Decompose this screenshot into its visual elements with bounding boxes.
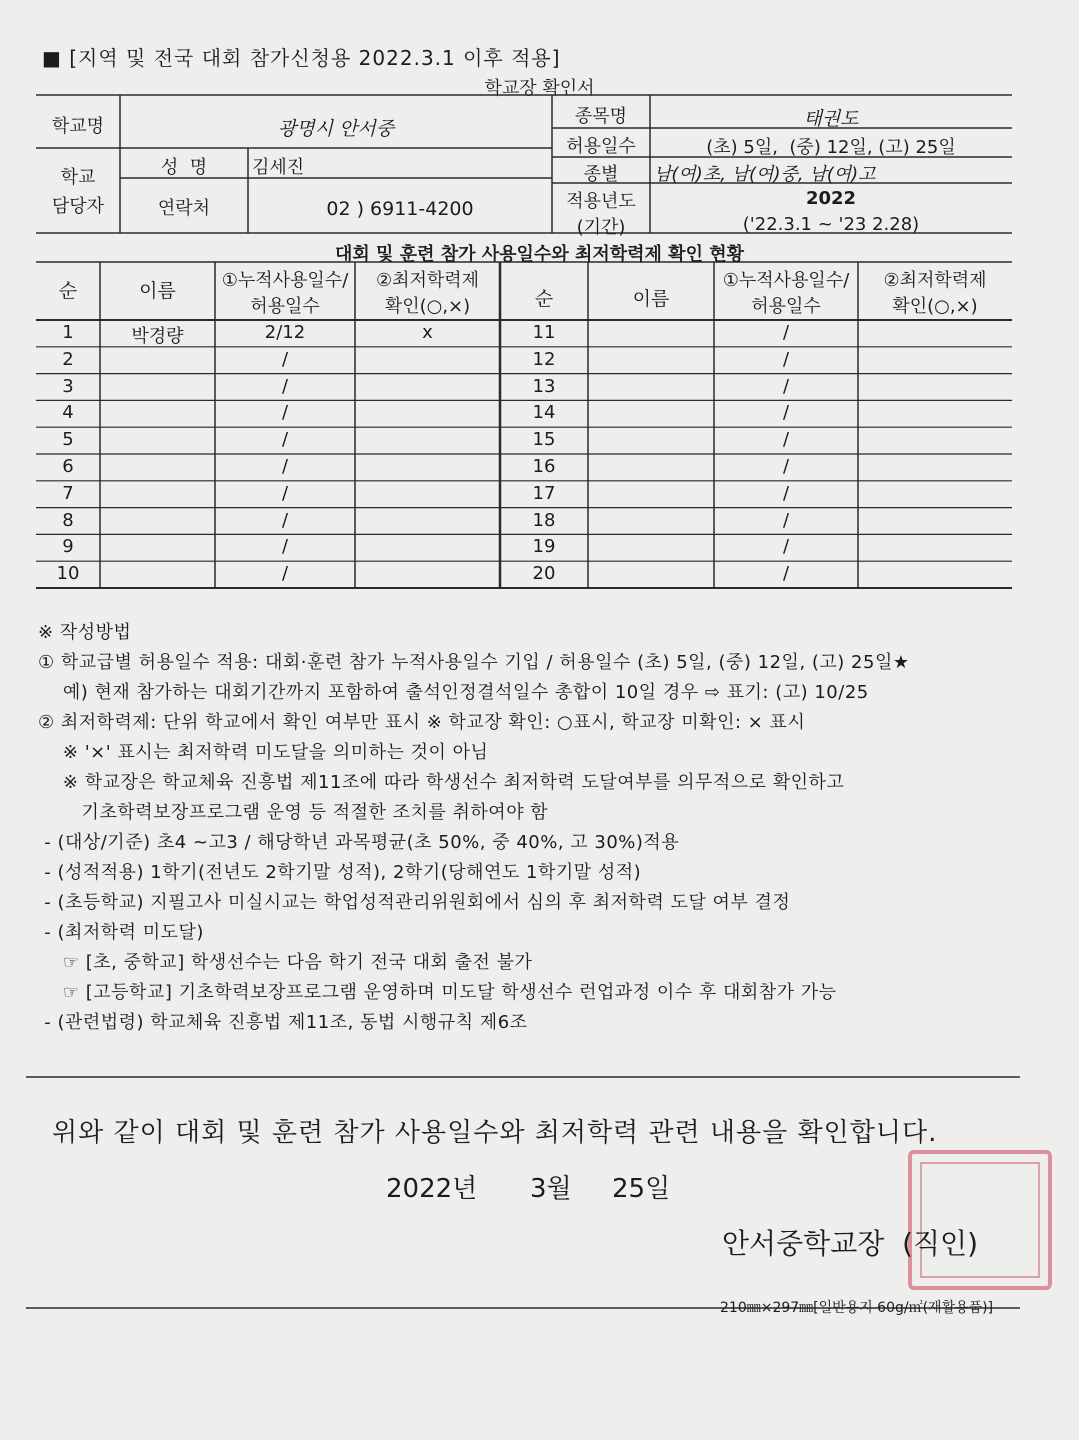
table-cell-days: / [782,482,790,504]
col-days-left-2: 허용일수 [250,296,320,317]
table-cell-days: / [281,348,289,370]
table-cell-no: 11 [532,322,556,343]
school-value: 광명시 안서중 [277,118,395,140]
date-month: 3월 [530,1174,572,1204]
table-cell-no: 10 [56,563,80,585]
table-cell-name: 박경량 [131,326,184,347]
table-cell-no: 1 [62,322,74,343]
table-cell-no: 18 [532,509,556,531]
period-value: ('22.3.1 ~ '23 2.28) [742,214,920,235]
contact-label: 연락처 [157,198,211,219]
table-cell-days: / [281,563,289,585]
year-value: 2022 [805,188,857,209]
table-cell-no: 17 [532,482,556,504]
table-cell-days: / [782,536,790,558]
note-line: ※ 작성방법 [38,622,132,643]
table-cell-no: 20 [532,563,556,585]
staff-label-2: 담당자 [51,196,105,217]
note-line: - (성적적용) 1학기(전년도 2학기말 성적), 2학기(당해연도 1학기말 성적) [38,862,642,883]
col-min-left-1: ②최저학력제 [375,270,480,291]
category-label: 종별 [583,164,619,185]
table-cell-days: / [782,563,790,585]
col-no-right: 순 [534,288,554,310]
year-label-1: 적용년도 [566,191,636,212]
contact-value: 02 ) 6911-4200 [326,198,474,220]
year-label-2: (기간) [576,217,626,238]
table-cell-no: 16 [532,456,556,477]
table-cell-days: / [281,509,289,531]
notes-section [38,618,909,1038]
sport-label: 종목명 [574,106,628,127]
table-cell-no: 19 [532,536,556,558]
table-cell-days: / [281,482,289,504]
allowed-days-label: 허용일수 [566,136,636,157]
note-line: ※ 학교장은 학교체육 진흥법 제11조에 따라 학생선수 최저학력 도달여부를 의무적으로 확인하고 [38,772,845,793]
table-cell-days: / [281,456,289,477]
col-name-right: 이름 [632,288,670,310]
table-cell-no: 7 [62,482,74,504]
table-cell-no: 15 [532,429,556,451]
col-days-left-1: ①누적사용일수/ [221,270,349,291]
table-cell-days: 2/12 [264,322,306,343]
section-title: 대회 및 훈련 참가 사용일수와 최저학력제 확인 현황 [334,244,744,265]
table-cell-no: 5 [62,429,74,451]
note-line: ☞ [고등학교] 기초학력보장프로그램 운영하며 미도달 학생선수 런업과정 이수 후 대회참가 가능 [38,982,837,1003]
table-cell-no: 4 [62,402,74,424]
date-year: 2022년 [386,1174,478,1204]
form-title: 학교장 확인서 [484,78,595,99]
table-cell-days: / [782,456,790,477]
table-cell-days: / [782,375,790,397]
col-no-left: 순 [58,280,78,302]
staff-label-1: 학교 [60,167,96,188]
note-line: 예) 현재 참가하는 대회기간까지 포함하여 출석인정결석일수 총합이 10일 경우 ⇨ 표기: (고) 10/25 [38,682,869,703]
note-line: ① 학교급별 허용일수 적용: 대회·훈련 참가 누적사용일수 기입 / 허용일수 (초) 5일, (중) 12일, (고) 25일★ [38,652,910,673]
note-line: - (관련법령) 학교체육 진흥법 제11조, 동법 시행규칙 제6조 [38,1012,528,1033]
table-cell-no: 3 [62,375,74,397]
allowed-days-value: (초) 5일, (중) 12일, (고) 25일 [706,137,956,158]
note-line: - (최저학력 미도달) [38,922,204,943]
table-cell-no: 2 [62,348,74,370]
table-cell-no: 6 [62,456,74,477]
col-days-right-2: 허용일수 [751,296,821,317]
note-line: ※ '×' 표시는 최저학력 미도달을 의미하는 것이 아님 [38,742,489,763]
table-cell-days: / [281,429,289,451]
col-min-right-2: 확인(○,×) [892,296,978,317]
table-cell-days: / [281,375,289,397]
principal-signature: 안서중학교장 (직인) [722,1227,979,1260]
school-label: 학교명 [51,116,105,137]
table-cell-days: / [281,536,289,558]
table-cell-no: 12 [532,348,556,370]
table-cell-days: / [782,322,790,343]
table-cell-days: / [782,509,790,531]
col-min-left-2: 확인(○,×) [384,296,471,317]
name-value: 김세진 [252,157,305,178]
table-cell-no: 8 [62,509,74,531]
col-days-right-1: ①누적사용일수/ [722,270,850,291]
note-line: 기초학력보장프로그램 운영 등 적절한 조치를 취하여야 함 [38,802,549,823]
date-day: 25일 [612,1174,671,1204]
paper-spec: 210㎜×297㎜[일반용지 60g/㎡(재활용품)] [720,1300,994,1316]
category-value: 남(여)초, 남(여)중, 남(여)고 [654,164,876,185]
table-cell-days: / [782,429,790,451]
table-cell-days: / [782,348,790,370]
name-label: 성 명 [160,157,208,178]
note-line: - (초등학교) 지필고사 미실시교는 학업성적관리위원회에서 심의 후 최저학력 도달 여부 결정 [38,892,791,913]
sport-value: 태권도 [803,108,859,130]
form-header: ■ [지역 및 전국 대회 참가신청용 2022.3.1 이후 적용] [42,46,561,70]
col-name-left: 이름 [139,280,176,302]
table-cell-check: x [422,322,433,343]
table-cell-no: 14 [532,402,556,424]
table-cell-no: 9 [62,536,74,558]
confirm-text: 위와 같이 대회 및 훈련 참가 사용일수와 최저학력 관련 내용을 확인합니다. [52,1118,938,1148]
col-min-right-1: ②최저학력제 [883,270,987,291]
table-cell-no: 13 [532,375,556,397]
table-cell-days: / [281,402,289,424]
table-cell-days: / [782,402,790,424]
note-line: ☞ [초, 중학교] 학생선수는 다음 학기 전국 대회 출전 불가 [38,952,533,973]
note-line: - (대상/기준) 초4 ~고3 / 해당학년 과목평균(초 50%, 중 40%, 고 30%)적용 [38,832,680,853]
note-line: ② 최저학력제: 단위 학교에서 확인 여부만 표시 ※ 학교장 확인: ○표시, 학교장 미확인: × 표시 [38,712,806,733]
official-seal-stamp [908,1150,1052,1290]
